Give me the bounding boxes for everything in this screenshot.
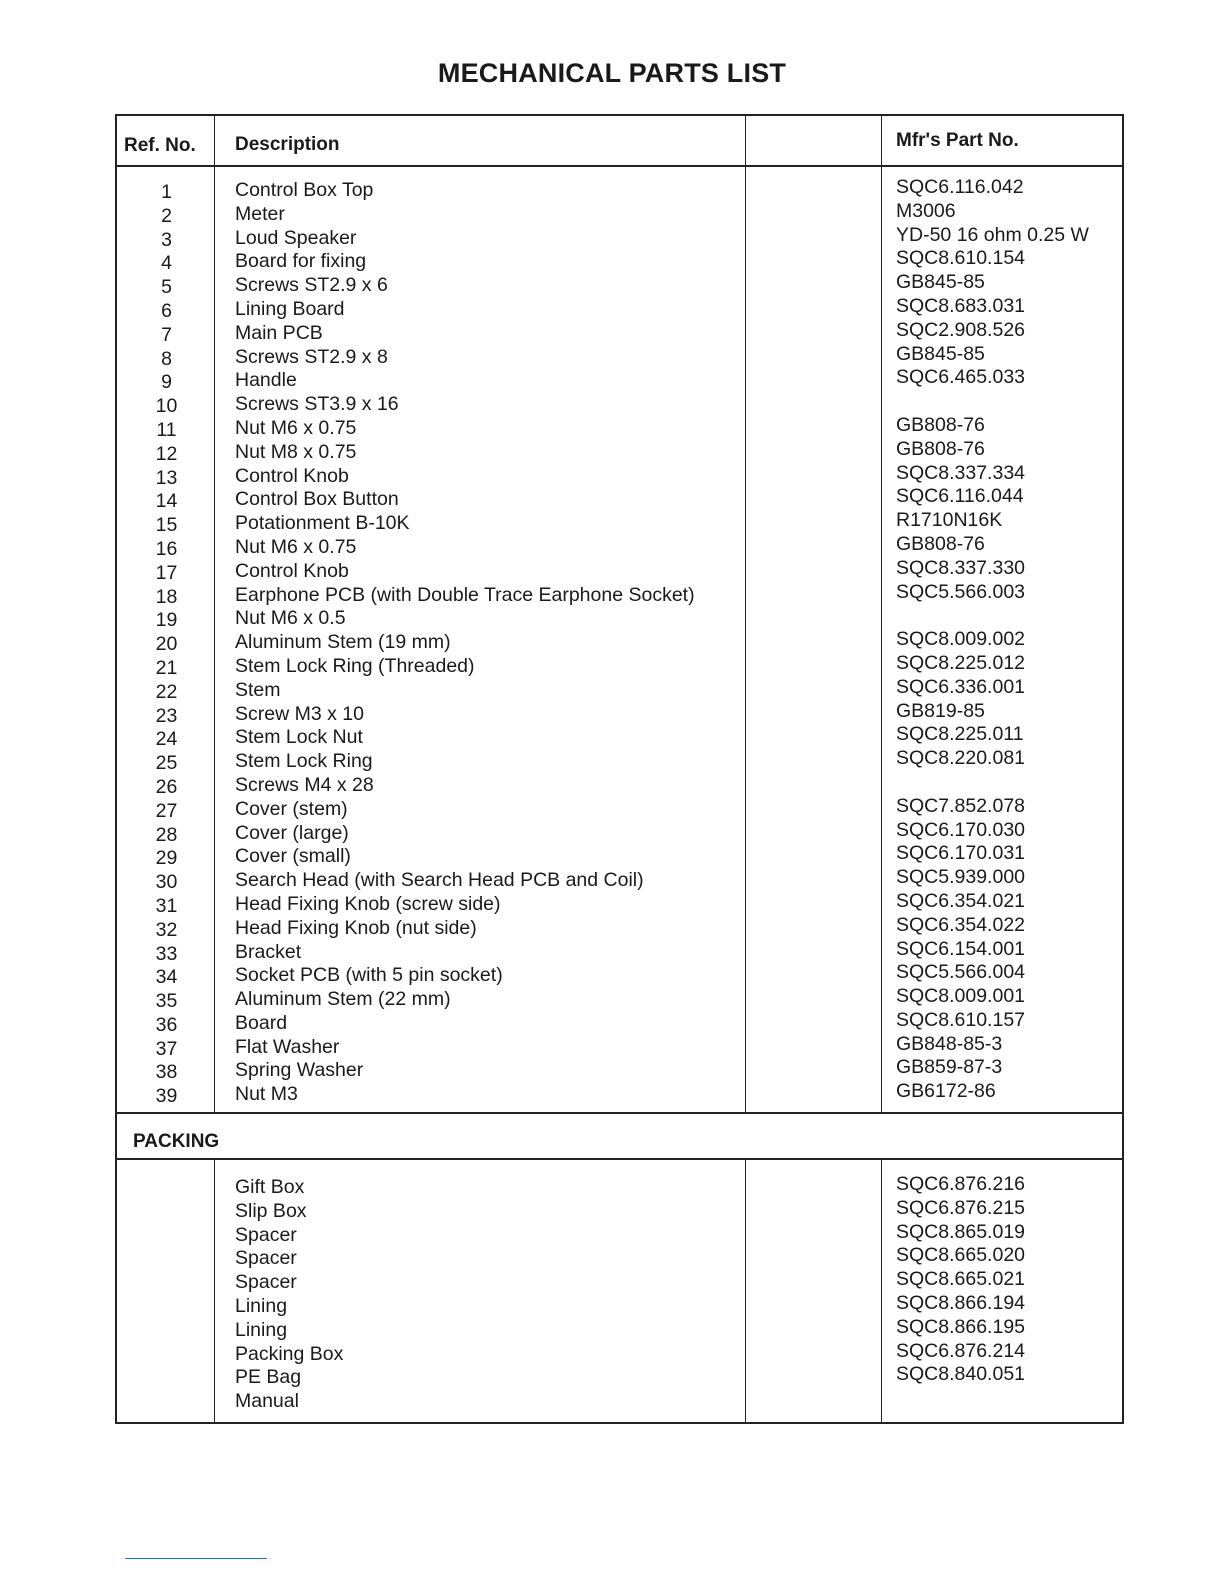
part-number-cell (896, 604, 1089, 628)
description-cell: Search Head (with Search Head PCB and Coil) (235, 869, 644, 892)
description-cell: Handle (235, 369, 297, 392)
packing-column-divider-desc (745, 1160, 746, 1422)
ref-no-cell: 35 (155, 990, 178, 1013)
part-number-cell: SQC6.116.042 (896, 176, 1024, 198)
packing-part-number-cell: SQC8.866.194 (896, 1291, 1026, 1314)
ref-no-cell: 10 (155, 395, 178, 418)
description-cell: Nut M6 x 0.5 (235, 607, 346, 630)
packing-part-number-cell: SQC8.665.021 (896, 1268, 1026, 1291)
part-number-cell: SQC6.354.022 (896, 913, 1026, 936)
part-number-cell: SQC8.683.031 (896, 294, 1026, 317)
packing-part-number-cell: SQC6.876.216 (896, 1173, 1026, 1195)
part-number-column (896, 176, 1089, 1104)
packing-bottom-divider (115, 1158, 1122, 1160)
part-number-cell: GB848-85-3 (896, 1032, 1003, 1055)
part-number-cell: YD-50 16 ohm 0.25 W (896, 223, 1089, 246)
ref-no-cell: 8 (161, 347, 172, 370)
description-cell: Board (235, 1011, 288, 1034)
packing-description-cell: Lining (235, 1318, 288, 1341)
packing-description-cell: Gift Box (235, 1176, 305, 1198)
part-number-cell: SQC8.009.002 (896, 628, 1026, 651)
header-mfr-part-no: Mfr's Part No. (896, 130, 1019, 151)
description-cell: Nut M8 x 0.75 (235, 440, 357, 463)
description-cell: Screws ST3.9 x 16 (235, 393, 399, 416)
part-number-cell: GB808-76 (896, 437, 985, 460)
ref-no-cell: 38 (155, 1061, 178, 1084)
part-number-cell: SQC8.610.157 (896, 1008, 1026, 1031)
part-number-cell: SQC8.009.001 (896, 985, 1026, 1008)
ref-no-cell: 11 (156, 418, 177, 441)
part-number-cell: SQC8.220.081 (896, 747, 1026, 770)
ref-no-column (118, 181, 215, 1109)
part-number-cell: SQC5.939.000 (896, 866, 1026, 889)
ref-no-cell: 23 (155, 704, 178, 727)
description-cell: Stem Lock Ring (Threaded) (235, 654, 475, 677)
ref-no-cell: 19 (155, 609, 178, 632)
packing-part-number-cell: SQC8.866.195 (896, 1315, 1026, 1338)
part-number-cell: SQC2.908.526 (896, 318, 1026, 341)
ref-no-cell: 21 (155, 656, 178, 679)
packing-part-number-column (896, 1173, 1025, 1387)
description-cell: Aluminum Stem (22 mm) (235, 988, 451, 1011)
ref-no-cell: 5 (161, 276, 172, 299)
ref-no-cell: 2 (161, 204, 172, 227)
description-cell: Control Knob (235, 464, 349, 487)
ref-no-cell: 17 (155, 561, 178, 584)
part-number-cell: GB6172-86 (896, 1080, 996, 1103)
description-cell: Head Fixing Knob (nut side) (235, 916, 477, 939)
description-cell: Nut M6 x 0.75 (235, 535, 357, 558)
description-cell: Lining Board (235, 297, 345, 320)
description-cell: Screws M4 x 28 (235, 773, 374, 796)
description-cell: Screws ST2.9 x 6 (235, 274, 388, 297)
description-column (235, 179, 695, 1107)
ref-no-cell: 1 (161, 181, 172, 203)
part-number-cell: SQC8.225.012 (896, 651, 1026, 674)
column-divider-desc (745, 116, 746, 1114)
description-cell: Meter (235, 202, 285, 225)
description-cell: Stem (235, 678, 281, 701)
description-cell: Screw M3 x 10 (235, 702, 364, 725)
ref-no-cell: 28 (155, 823, 178, 846)
description-cell: Socket PCB (with 5 pin socket) (235, 964, 503, 987)
description-cell: Bracket (235, 940, 302, 963)
ref-no-cell: 27 (155, 799, 178, 822)
ref-no-cell: 34 (155, 966, 178, 989)
packing-description-cell: Slip Box (235, 1199, 307, 1222)
description-cell: Head Fixing Knob (screw side) (235, 892, 501, 915)
description-cell: Cover (small) (235, 845, 351, 868)
packing-description-cell: Manual (235, 1390, 299, 1413)
ref-no-cell: 14 (155, 490, 178, 513)
description-cell: Stem Lock Ring (235, 750, 373, 773)
packing-part-number-cell: SQC6.876.214 (896, 1339, 1026, 1362)
description-cell: Earphone PCB (with Double Trace Earphone Socket) (235, 583, 695, 606)
part-number-cell: GB808-76 (896, 532, 985, 555)
part-number-cell: SQC8.337.334 (896, 461, 1026, 484)
part-number-cell: SQC6.154.001 (896, 937, 1026, 960)
packing-column-divider-blank (881, 1160, 882, 1422)
description-cell: Stem Lock Nut (235, 726, 363, 749)
packing-part-number-cell: SQC8.865.019 (896, 1220, 1026, 1243)
ref-no-cell: 20 (155, 633, 178, 656)
packing-top-divider (115, 1112, 1122, 1114)
ref-no-cell: 33 (155, 942, 178, 965)
ref-no-cell: 30 (155, 871, 178, 894)
header-divider (115, 165, 1122, 167)
ref-no-cell: 22 (155, 680, 178, 703)
packing-description-cell: Lining (235, 1294, 288, 1317)
part-number-cell: SQC5.566.004 (896, 961, 1026, 984)
part-number-cell: SQC6.336.001 (896, 675, 1026, 698)
packing-description-cell: Spacer (235, 1223, 297, 1246)
description-cell: Control Box Top (235, 179, 374, 201)
part-number-cell: SQC8.337.330 (896, 556, 1026, 579)
header-ref-no: Ref. No. (124, 135, 196, 156)
description-cell: Potationment B-10K (235, 512, 410, 535)
part-number-cell (896, 771, 1089, 795)
description-cell: Board for fixing (235, 250, 367, 273)
ref-no-cell: 15 (155, 514, 178, 537)
part-number-cell: SQC7.852.078 (896, 794, 1026, 817)
part-number-cell: GB808-76 (896, 413, 985, 436)
part-number-cell: SQC6.170.030 (896, 818, 1026, 841)
ref-no-cell: 4 (161, 252, 172, 275)
ref-no-cell: 12 (155, 442, 178, 465)
part-number-cell: GB845-85 (896, 342, 985, 365)
description-cell: Spring Washer (235, 1059, 364, 1082)
part-number-cell: SQC8.225.011 (896, 723, 1024, 746)
page-title: MECHANICAL PARTS LIST (437, 58, 787, 88)
description-cell: Main PCB (235, 321, 323, 344)
description-cell: Screws ST2.9 x 8 (235, 345, 388, 368)
footer-rule (125, 1558, 267, 1559)
description-cell: Loud Speaker (235, 226, 357, 249)
ref-no-cell: 29 (155, 847, 178, 870)
description-cell: Control Knob (235, 559, 349, 582)
part-number-cell: SQC6.116.044 (896, 485, 1024, 508)
ref-no-cell: 24 (155, 728, 178, 751)
packing-description-cell: PE Bag (235, 1366, 302, 1389)
packing-part-number-cell: SQC8.665.020 (896, 1244, 1026, 1267)
ref-no-cell: 39 (155, 1085, 178, 1108)
description-cell: Nut M6 x 0.75 (235, 416, 357, 439)
packing-description-column (235, 1176, 343, 1414)
part-number-cell: SQC5.566.003 (896, 580, 1026, 603)
part-number-cell: SQC6.354.021 (896, 889, 1026, 912)
column-divider-blank (881, 116, 882, 1114)
packing-description-cell: Spacer (235, 1271, 297, 1294)
part-number-cell (896, 390, 1089, 414)
ref-no-cell: 32 (155, 918, 178, 941)
header-description: Description (235, 134, 340, 155)
description-cell: Flat Washer (235, 1035, 340, 1058)
ref-no-cell: 26 (155, 775, 178, 798)
ref-no-cell: 16 (155, 537, 178, 560)
section-packing: PACKING (133, 1131, 220, 1152)
packing-description-cell: Packing Box (235, 1342, 344, 1365)
ref-no-cell: 9 (161, 371, 172, 394)
description-cell: Nut M3 (235, 1083, 298, 1106)
packing-part-number-cell: SQC8.840.051 (896, 1363, 1026, 1386)
part-number-cell: SQC8.610.154 (896, 247, 1026, 270)
ref-no-cell: 25 (155, 752, 178, 775)
part-number-cell: GB859-87-3 (896, 1056, 1003, 1079)
ref-no-cell: 18 (155, 585, 178, 608)
part-number-cell: GB819-85 (896, 699, 985, 722)
part-number-cell: M3006 (896, 199, 956, 222)
part-number-cell: SQC6.465.033 (896, 366, 1026, 389)
ref-no-cell: 13 (155, 466, 178, 489)
ref-no-cell: 7 (161, 323, 172, 346)
description-cell: Cover (large) (235, 821, 349, 844)
packing-column-divider-ref (214, 1160, 215, 1422)
description-cell: Cover (stem) (235, 797, 348, 820)
part-number-cell: GB845-85 (896, 271, 985, 294)
ref-no-cell: 3 (161, 228, 172, 251)
ref-no-cell: 31 (155, 894, 178, 917)
description-cell: Control Box Button (235, 488, 399, 511)
part-number-cell: SQC6.170.031 (896, 842, 1026, 865)
ref-no-cell: 37 (155, 1037, 178, 1060)
packing-part-number-cell: SQC6.876.215 (896, 1196, 1026, 1219)
ref-no-cell: 6 (161, 299, 172, 322)
part-number-cell: R1710N16K (896, 509, 1003, 532)
ref-no-cell: 36 (155, 1013, 178, 1036)
description-cell: Aluminum Stem (19 mm) (235, 631, 451, 654)
packing-description-cell: Spacer (235, 1247, 297, 1270)
